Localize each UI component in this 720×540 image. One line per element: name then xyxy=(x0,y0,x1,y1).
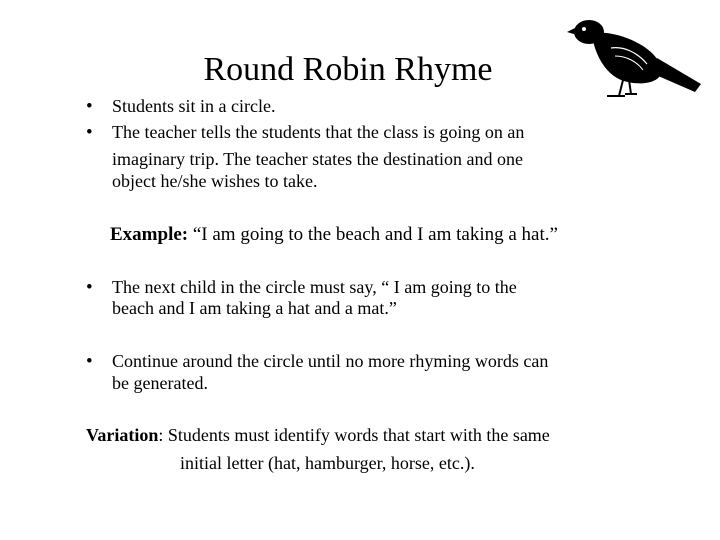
bullet-marker: • xyxy=(86,122,93,143)
variation-text: : Students must identify words that start with the same xyxy=(158,425,550,445)
example-label: Example: xyxy=(110,224,189,245)
bullet-text-3-line-1: The next child in the circle must say, “ I am going to the xyxy=(112,277,517,297)
example-text: “I am going to the beach and I am taking a hat.” xyxy=(188,224,558,245)
variation-label: Variation xyxy=(86,425,159,445)
slide-title: Round Robin Rhyme xyxy=(203,51,493,88)
bullet-marker: • xyxy=(86,351,93,372)
bullet-text-4-line-2: be generated. xyxy=(112,373,208,393)
bullet-text-2-line-2: imaginary trip. The teacher states the destination and one xyxy=(112,149,524,169)
bullet-text-4-line-1: Continue around the circle until no more rhyming words can xyxy=(112,351,549,371)
bullet-marker: • xyxy=(86,277,93,298)
variation-line-2: initial letter (hat, hamburger, horse, etc.). xyxy=(180,453,475,473)
variation-line-1 xyxy=(86,425,550,446)
bullet-text-1: Students sit in a circle. xyxy=(112,96,276,116)
bullet-text-3-line-2: beach and I am taking a hat and a mat.” xyxy=(112,298,397,318)
bullet-marker: • xyxy=(86,96,93,117)
blackbird-icon xyxy=(565,12,705,102)
example-line xyxy=(110,224,558,246)
bullet-text-2-line-1: The teacher tells the students that the class is going on an xyxy=(112,122,525,142)
bullet-text-2-line-3: object he/she wishes to take. xyxy=(112,171,318,191)
